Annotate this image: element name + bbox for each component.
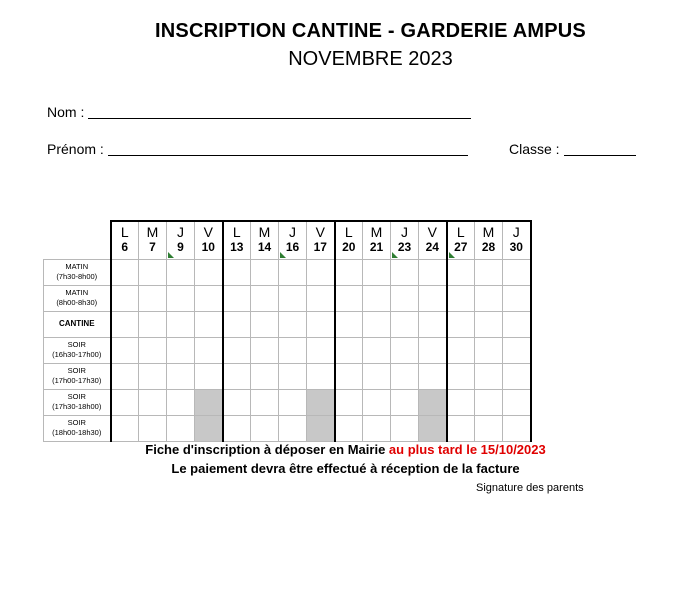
day-letter: J — [401, 224, 408, 241]
table-row — [44, 311, 531, 337]
checkbox-cell[interactable] — [475, 285, 503, 311]
day-header — [223, 221, 251, 259]
row-label-time: (7h30-8h00) — [56, 272, 98, 281]
checkbox-cell[interactable] — [391, 415, 419, 441]
table-row — [44, 285, 531, 311]
checkbox-cell[interactable] — [419, 259, 447, 285]
checkbox-cell[interactable] — [307, 259, 335, 285]
day-letter: V — [315, 224, 325, 241]
checkbox-cell[interactable] — [223, 389, 251, 415]
classe-field[interactable] — [564, 155, 636, 156]
checkbox-cell[interactable] — [391, 389, 419, 415]
closed-cell — [195, 415, 223, 441]
checkbox-cell[interactable] — [167, 337, 195, 363]
day-number: 30 — [509, 240, 523, 255]
day-letter: V — [203, 224, 213, 241]
checkbox-cell[interactable] — [447, 259, 475, 285]
checkbox-cell[interactable] — [447, 311, 475, 337]
day-letter: J — [289, 224, 296, 241]
row-label — [44, 389, 111, 415]
checkbox-cell[interactable] — [335, 259, 363, 285]
day-header — [111, 221, 139, 259]
checkbox-cell[interactable] — [111, 285, 139, 311]
row-label — [44, 363, 111, 389]
row-label-time: (18h00-18h30) — [52, 428, 102, 437]
row-label — [44, 259, 111, 285]
checkbox-cell[interactable] — [419, 337, 447, 363]
checkbox-cell[interactable] — [363, 311, 391, 337]
checkbox-cell[interactable] — [279, 389, 307, 415]
checkbox-cell[interactable] — [223, 285, 251, 311]
checkbox-cell[interactable] — [307, 337, 335, 363]
checkbox-cell[interactable] — [307, 311, 335, 337]
day-header — [307, 221, 335, 259]
day-letter: L — [120, 224, 129, 241]
checkbox-cell[interactable] — [251, 389, 279, 415]
checkbox-cell[interactable] — [223, 259, 251, 285]
day-header — [391, 221, 419, 259]
closed-cell — [307, 415, 335, 441]
flag-marker — [168, 252, 174, 258]
checkbox-cell[interactable] — [195, 337, 223, 363]
checkbox-cell[interactable] — [223, 415, 251, 441]
checkbox-cell[interactable] — [111, 363, 139, 389]
registration-grid — [43, 220, 532, 442]
day-letter: M — [482, 224, 495, 241]
row-label-main: MATIN — [65, 288, 89, 297]
checkbox-cell[interactable] — [335, 389, 363, 415]
checkbox-cell[interactable] — [167, 415, 195, 441]
row-label-time: (16h30-17h00) — [52, 350, 102, 359]
page-subtitle: NOVEMBRE 2023 — [288, 48, 453, 70]
day-letter: M — [146, 224, 159, 241]
prenom-field[interactable] — [108, 155, 468, 156]
row-label-time: (17h00-17h30) — [52, 376, 102, 385]
checkbox-cell[interactable] — [195, 285, 223, 311]
checkbox-cell[interactable] — [363, 389, 391, 415]
checkbox-cell[interactable] — [111, 337, 139, 363]
closed-cell — [419, 389, 447, 415]
day-header — [419, 221, 447, 259]
row-label-time: (8h00-8h30) — [56, 298, 98, 307]
closed-cell — [195, 389, 223, 415]
closed-cell — [307, 389, 335, 415]
day-number: 7 — [149, 240, 156, 255]
row-label — [44, 285, 111, 311]
checkbox-cell[interactable] — [447, 363, 475, 389]
checkbox-cell[interactable] — [223, 311, 251, 337]
checkbox-cell[interactable] — [419, 363, 447, 389]
checkbox-cell[interactable] — [475, 259, 503, 285]
checkbox-cell[interactable] — [111, 415, 139, 441]
day-number: 10 — [201, 240, 215, 255]
checkbox-cell[interactable] — [223, 363, 251, 389]
day-number: 17 — [313, 240, 327, 255]
checkbox-cell[interactable] — [167, 389, 195, 415]
checkbox-cell[interactable] — [279, 363, 307, 389]
payment-notice: Le paiement devra être effectué à réception de la facture — [171, 461, 520, 476]
row-label — [44, 415, 111, 441]
row-label-main: SOIR — [67, 392, 86, 401]
nom-label: Nom : — [47, 104, 85, 120]
day-header — [475, 221, 503, 259]
day-header — [279, 221, 307, 259]
checkbox-cell[interactable] — [391, 285, 419, 311]
day-header — [447, 221, 475, 259]
checkbox-cell[interactable] — [503, 363, 531, 389]
row-label-main: SOIR — [67, 340, 86, 349]
page-title: INSCRIPTION CANTINE - GARDERIE AMPUS — [155, 20, 586, 42]
day-number: 27 — [454, 240, 468, 255]
day-number: 23 — [397, 240, 412, 255]
checkbox-cell[interactable] — [363, 415, 391, 441]
checkbox-cell[interactable] — [139, 337, 167, 363]
table-row — [44, 415, 531, 441]
day-number: 20 — [342, 240, 356, 255]
flag-marker — [392, 252, 398, 258]
checkbox-cell[interactable] — [503, 389, 531, 415]
checkbox-cell[interactable] — [167, 363, 195, 389]
row-label-main: SOIR — [67, 366, 86, 375]
checkbox-cell[interactable] — [363, 337, 391, 363]
checkbox-cell[interactable] — [419, 285, 447, 311]
checkbox-cell[interactable] — [307, 285, 335, 311]
day-number: 21 — [369, 240, 384, 255]
row-label-time: (17h30-18h00) — [52, 402, 102, 411]
checkbox-cell[interactable] — [279, 285, 307, 311]
classe-label: Classe : — [509, 141, 560, 157]
checkbox-cell[interactable] — [447, 337, 475, 363]
checkbox-cell[interactable] — [391, 259, 419, 285]
day-number: 14 — [257, 240, 272, 255]
checkbox-cell[interactable] — [335, 415, 363, 441]
day-letter: J — [512, 224, 520, 241]
checkbox-cell[interactable] — [503, 285, 531, 311]
nom-field[interactable] — [88, 118, 471, 119]
checkbox-cell[interactable] — [195, 363, 223, 389]
checkbox-cell[interactable] — [503, 415, 531, 441]
checkbox-cell[interactable] — [111, 389, 139, 415]
day-header — [167, 221, 195, 259]
checkbox-cell[interactable] — [251, 363, 279, 389]
closed-cell — [419, 415, 447, 441]
checkbox-cell[interactable] — [391, 311, 419, 337]
checkbox-cell[interactable] — [503, 259, 531, 285]
checkbox-cell[interactable] — [139, 259, 167, 285]
day-number: 24 — [425, 240, 439, 255]
checkbox-cell[interactable] — [139, 389, 167, 415]
table-row — [44, 389, 531, 415]
checkbox-cell[interactable] — [447, 415, 475, 441]
day-header — [139, 221, 167, 259]
table-row — [44, 337, 531, 363]
checkbox-cell[interactable] — [139, 363, 167, 389]
deadline-text: Fiche d'inscription à déposer en Mairie — [145, 442, 389, 457]
day-header — [335, 221, 363, 259]
day-letter: L — [232, 224, 241, 241]
checkbox-cell[interactable] — [111, 311, 139, 337]
checkbox-cell[interactable] — [251, 415, 279, 441]
day-header — [363, 221, 391, 259]
checkbox-cell[interactable] — [139, 415, 167, 441]
checkbox-cell[interactable] — [475, 363, 503, 389]
checkbox-cell[interactable] — [335, 363, 363, 389]
day-letter: J — [177, 224, 184, 241]
checkbox-cell[interactable] — [447, 389, 475, 415]
row-label — [44, 311, 111, 337]
checkbox-cell[interactable] — [111, 259, 139, 285]
checkbox-cell[interactable] — [419, 311, 447, 337]
day-number: 9 — [177, 240, 184, 255]
checkbox-cell[interactable] — [195, 259, 223, 285]
table-row — [44, 259, 531, 285]
checkbox-cell[interactable] — [475, 389, 503, 415]
day-header — [251, 221, 279, 259]
checkbox-cell[interactable] — [475, 311, 503, 337]
checkbox-cell[interactable] — [167, 285, 195, 311]
flag-marker — [449, 252, 455, 258]
day-letter: M — [258, 224, 271, 241]
row-label — [44, 337, 111, 363]
day-number: 13 — [230, 240, 244, 255]
checkbox-cell[interactable] — [139, 285, 167, 311]
checkbox-cell[interactable] — [363, 259, 391, 285]
day-letter: V — [427, 224, 437, 241]
signature-label: Signature des parents — [476, 482, 584, 494]
checkbox-cell[interactable] — [363, 285, 391, 311]
checkbox-cell[interactable] — [447, 285, 475, 311]
day-letter: L — [344, 224, 353, 241]
table-row — [44, 363, 531, 389]
checkbox-cell[interactable] — [167, 259, 195, 285]
checkbox-cell[interactable] — [503, 337, 531, 363]
checkbox-cell[interactable] — [307, 363, 335, 389]
day-header — [503, 221, 531, 259]
checkbox-cell[interactable] — [279, 415, 307, 441]
checkbox-cell[interactable] — [251, 311, 279, 337]
checkbox-cell[interactable] — [167, 311, 195, 337]
flag-marker — [280, 252, 286, 258]
checkbox-cell[interactable] — [251, 337, 279, 363]
checkbox-cell[interactable] — [335, 337, 363, 363]
day-number: 28 — [481, 240, 496, 255]
deadline-notice — [0, 442, 681, 457]
checkbox-cell[interactable] — [475, 337, 503, 363]
checkbox-cell[interactable] — [139, 311, 167, 337]
row-label-main: CANTINE — [58, 319, 95, 328]
grid-corner — [44, 221, 111, 259]
row-label-main: SOIR — [67, 418, 86, 427]
checkbox-cell[interactable] — [475, 415, 503, 441]
checkbox-cell[interactable] — [251, 285, 279, 311]
checkbox-cell[interactable] — [279, 337, 307, 363]
day-letter: M — [370, 224, 383, 241]
day-header — [195, 221, 223, 259]
day-letter: L — [456, 224, 465, 241]
checkbox-cell[interactable] — [223, 337, 251, 363]
checkbox-cell[interactable] — [251, 259, 279, 285]
checkbox-cell[interactable] — [335, 311, 363, 337]
checkbox-cell[interactable] — [363, 363, 391, 389]
checkbox-cell[interactable] — [391, 337, 419, 363]
checkbox-cell[interactable] — [503, 311, 531, 337]
checkbox-cell[interactable] — [195, 311, 223, 337]
row-label-main: MATIN — [65, 262, 89, 271]
checkbox-cell[interactable] — [391, 363, 419, 389]
checkbox-cell[interactable] — [279, 311, 307, 337]
day-number: 16 — [285, 240, 300, 255]
checkbox-cell[interactable] — [279, 259, 307, 285]
checkbox-cell[interactable] — [335, 285, 363, 311]
day-number: 6 — [121, 240, 129, 255]
deadline-date: au plus tard le 15/10/2023 — [388, 442, 546, 457]
prenom-label: Prénom : — [47, 141, 104, 157]
